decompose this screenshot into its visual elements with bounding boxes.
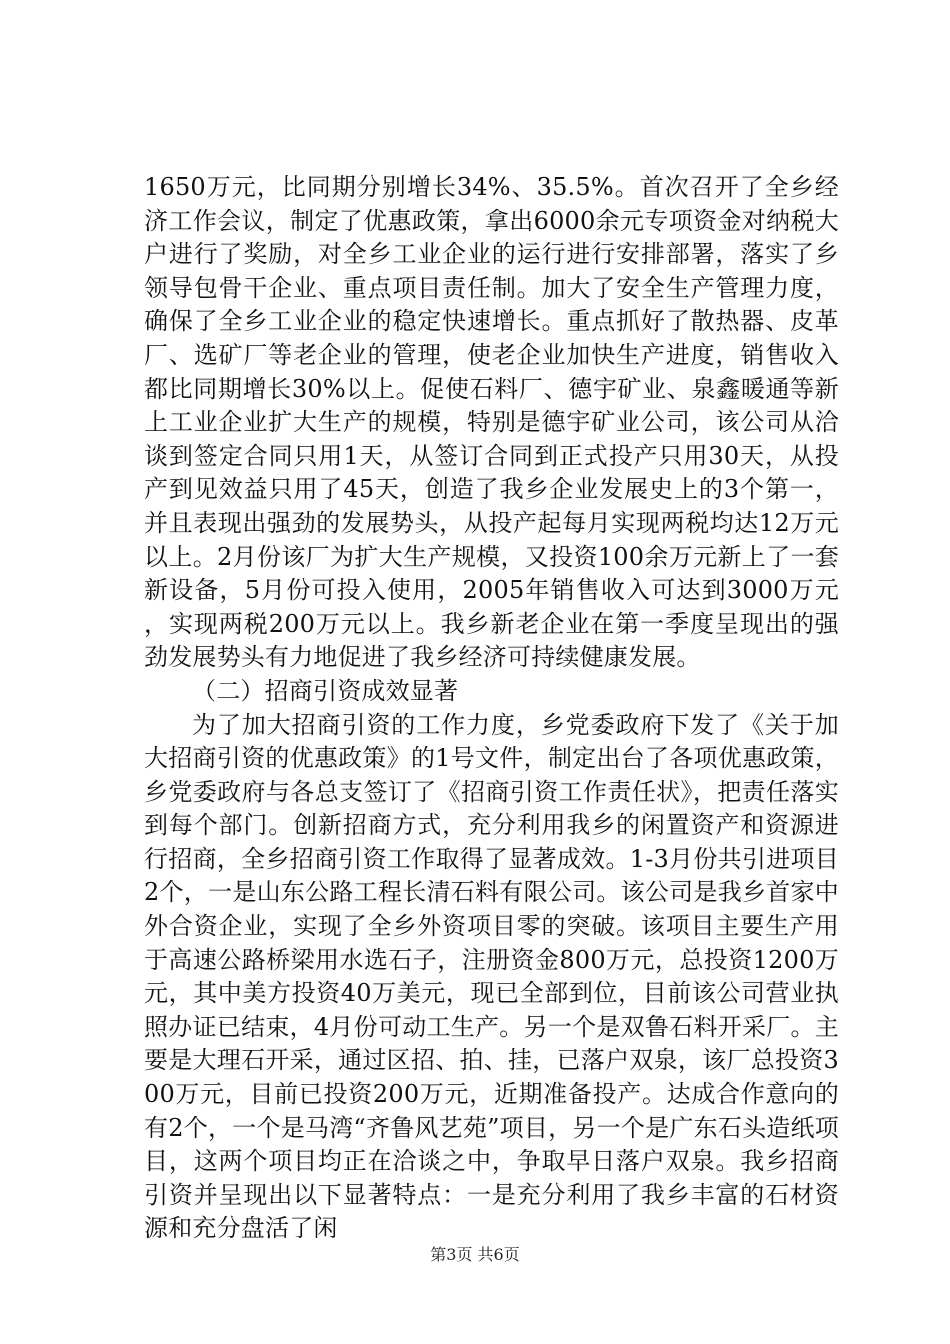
section-heading-investment: （二）招商引资成效显著	[192, 676, 459, 705]
paragraph-investment-details: 为了加大招商引资的工作力度，乡党委政府下发了《关于加大招商引资的优惠政策》的1号文件，制定出台了各项优惠政策，乡党委政府与各总支签订了《招商引资工作责任状》，把责任落实到每个部门。创新招商方式，充分利用我乡的闲置资产和资源进行招商，全乡招商引资工作取得了显著成效。1-3月份共引进项目2个，一是山东公路工程长清石料有限公司。该公司是我乡首家中外合资企业，实现了全乡外资项目零的突破。该项目主要生产用于高速公路桥梁用水选石子，注册资金800万元，总投资1200万元，其中美方投资40万美元，现已全部到位，目前该公司营业执照办证已结束，4月份可动工生产。另一个是双鲁石料开采厂。主要是大理石开采，通过区招、拍、挂，已落户双泉，该厂总投资300万元，目前已投资200万元，近期准备投产。达成合作意向的有2个，一个是马湾“齐鲁风艺苑”项目，另一个是广东石头造纸项目，这两个项目均正在洽谈之中，争取早日落户双泉。我乡招商引资并呈现出以下显著特点：一是充分利用了我乡丰富的石材资源和充分盘活了闲	[144, 710, 839, 1243]
page-number-footer: 第3页 共6页	[430, 1245, 520, 1264]
paragraph-industry-summary: 1650万元，比同期分别增长34%、35.5%。首次召开了全乡经济工作会议，制定了优惠政策，拿出6000余元专项资金对纳税大户进行了奖励，对全乡工业企业的运行进行安排部署，落实了乡领导包骨干企业、重点项目责任制。加大了安全生产管理力度，确保了全乡工业企业的稳定快速增长。重点抓好了散热器、皮革厂、选矿厂等老企业的管理，使老企业加快生产进度，销售收入都比同期增长30%以上。促使石料厂、德宇矿业、泉鑫暖通等新上工业企业扩大生产的规模，特别是德宇矿业公司，该公司从洽谈到签定合同只用1天，从签订合同到正式投产只用30天，从投产到见效益只用了45天，创造了我乡企业发展史上的3个第一，并且表现出强劲的发展势头，从投产起每月实现两税均达12万元以上。2月份该厂为扩大生产规模，又投资100余万元新上了一套新设备，5月份可投入使用，2005年销售收入可达到3000万元，实现两税200万元以上。我乡新老企业在第一季度呈现出的强劲发展势头有力地促进了我乡经济可持续健康发展。	[144, 173, 839, 672]
document-body	[144, 171, 839, 1246]
